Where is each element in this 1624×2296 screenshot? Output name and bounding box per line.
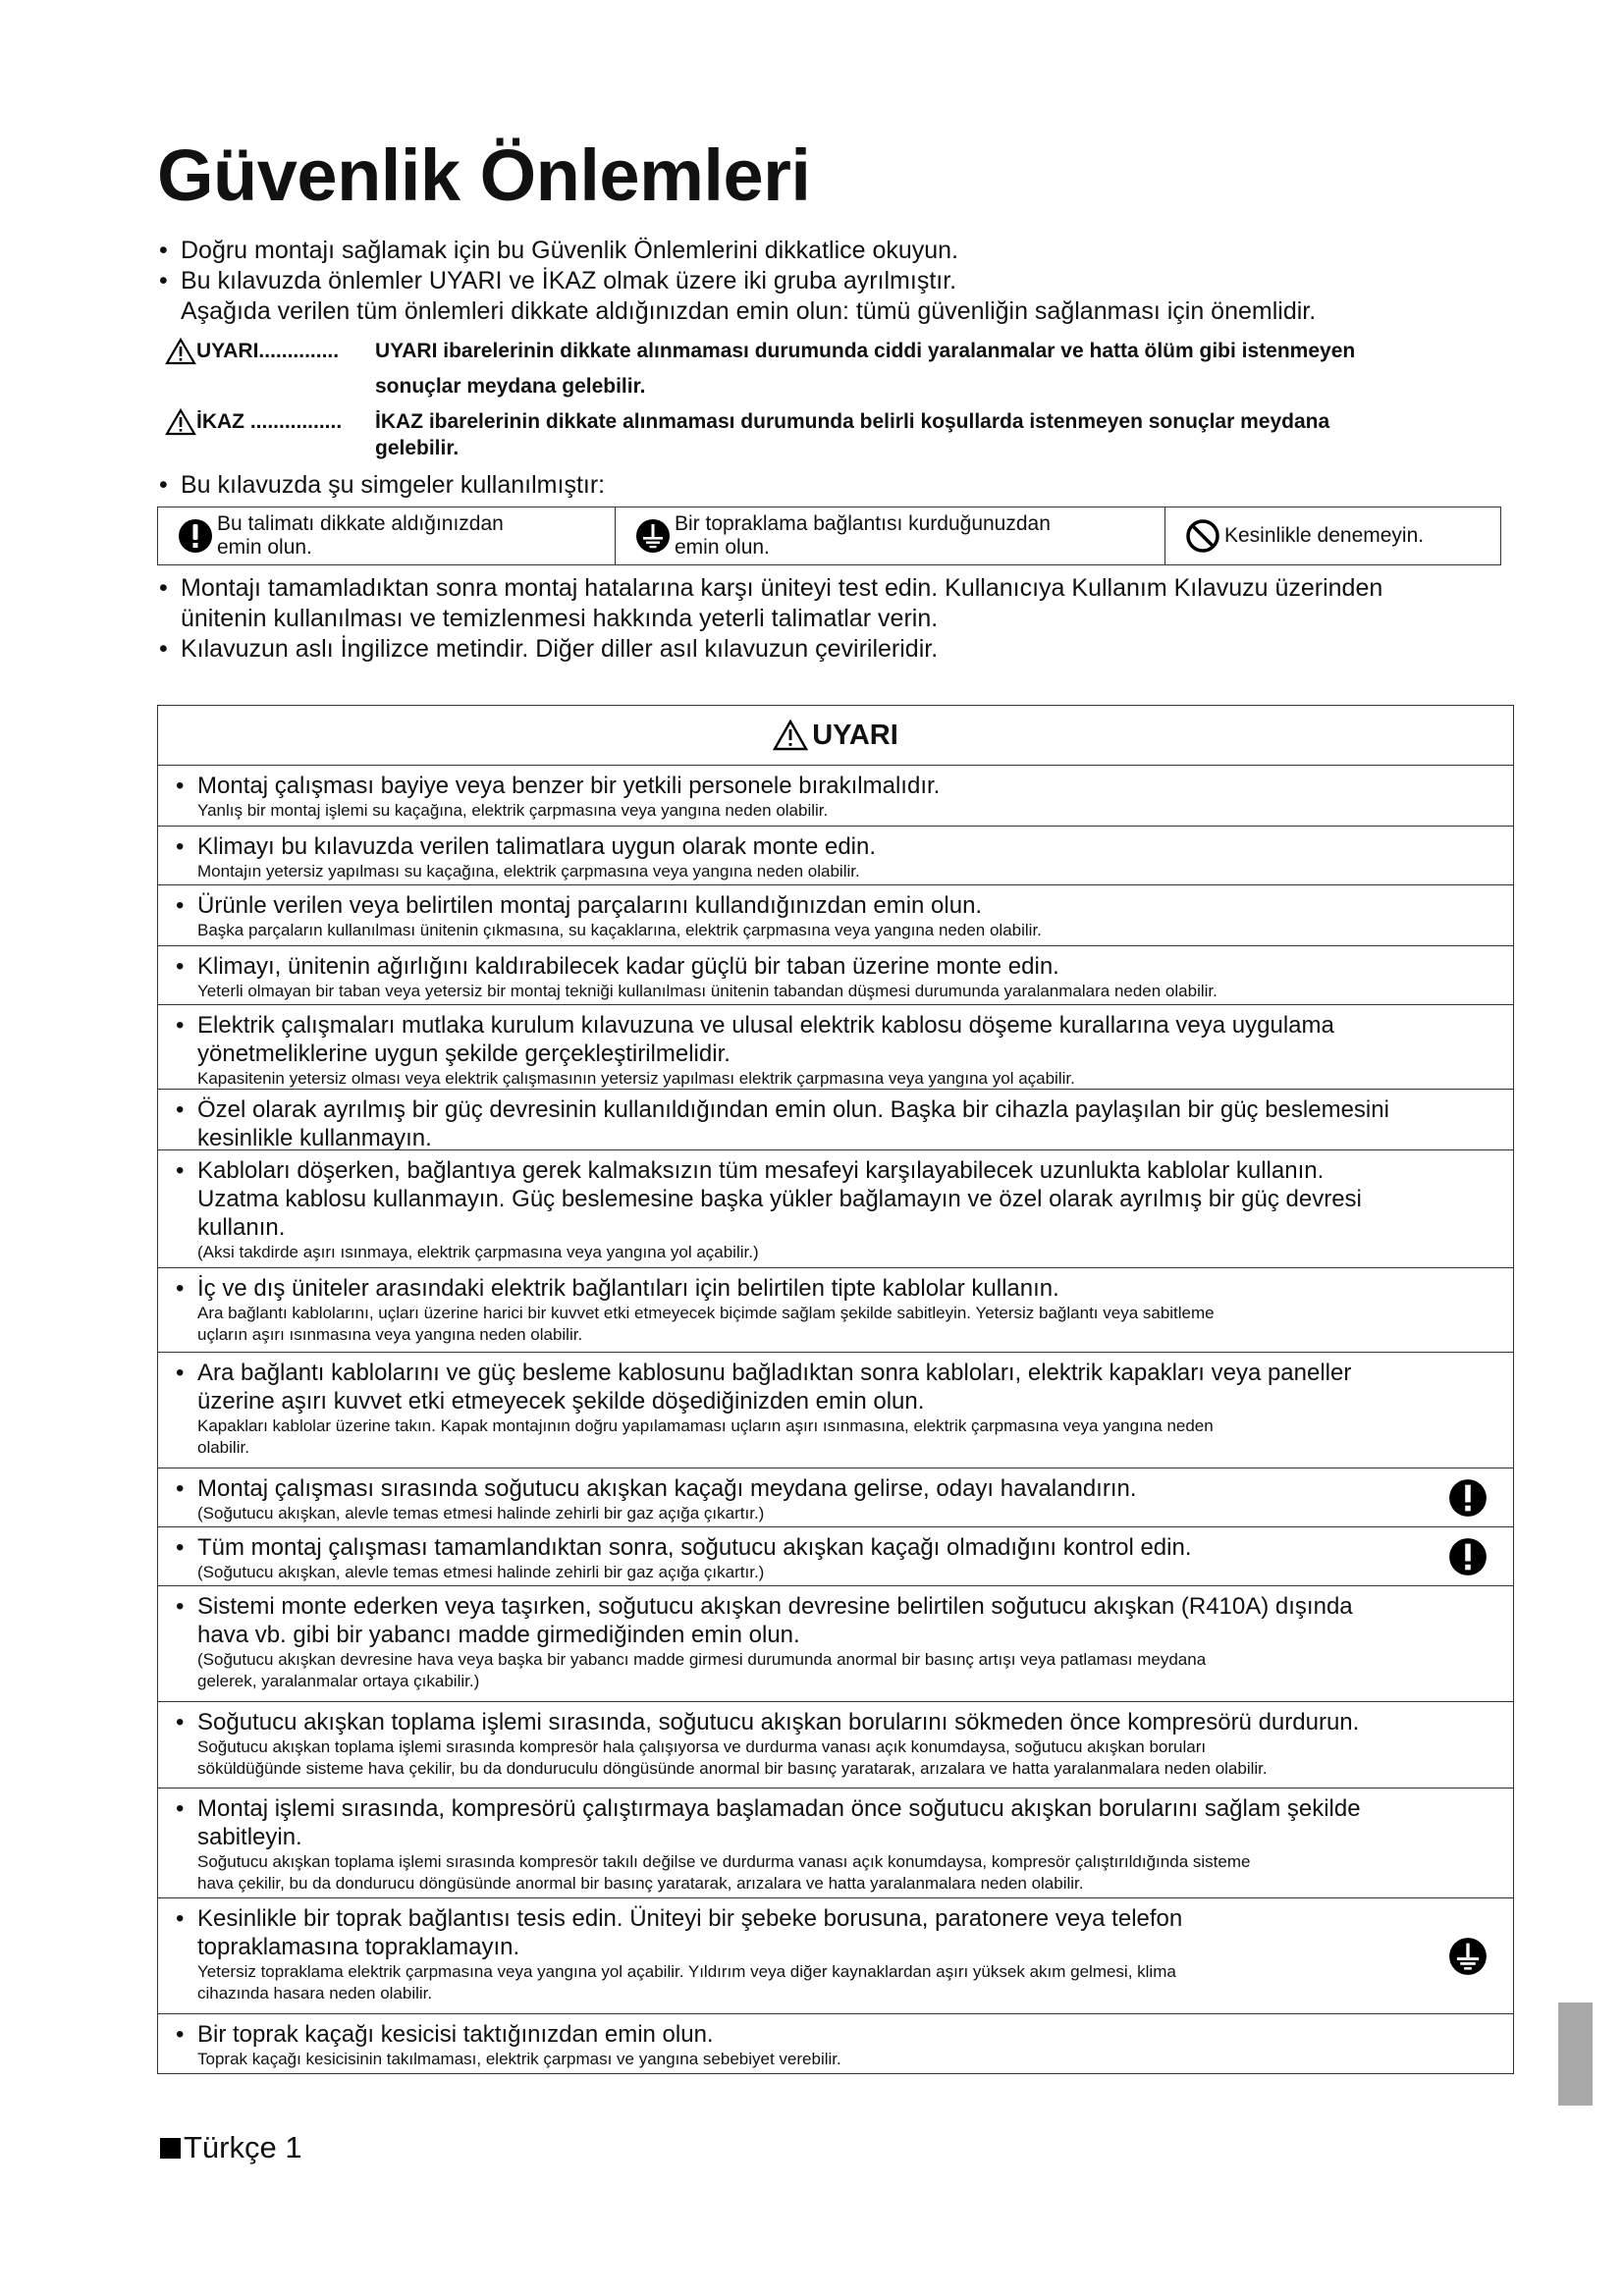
warning-row-main — [176, 1904, 1444, 1961]
warning-row-main — [176, 1592, 1444, 1649]
warning-row-detail: Toprak kaçağı kesicisinin takılmaması, elektrik çarpması ve yangına sebebiyet verebilir. — [197, 2050, 841, 2068]
page-tab-marker — [1558, 2002, 1593, 2106]
warning-row-main-line: • Ara bağlantı kablolarını ve güç besleme kablosunu bağladıktan sonra kabloları, elektrik kapakları veya paneller — [197, 1360, 1352, 1386]
warning-row-main-line: • Kabloları döşerken, bağlantıya gerek kalmaksızın tüm mesafeyi karşılayabilecek uzunlukta kablolar kullanın. — [197, 1157, 1325, 1184]
warning-row-main-line: • İç ve dış üniteler arasındaki elektrik bağlantıları için belirtilen tipte kablolar kullanın. — [197, 1275, 1059, 1302]
warning-row — [158, 766, 1513, 827]
warning-row-main — [176, 1533, 1444, 1562]
warning-row-main — [176, 1359, 1444, 1415]
warning-table-heading — [158, 706, 1513, 766]
warning-table — [157, 705, 1514, 2074]
warning-row — [158, 1090, 1513, 1150]
intro-bullet: • Bu kılavuzda önlemler UYARI ve İKAZ olmak üzere iki gruba ayrılmıştır. — [157, 266, 1522, 296]
warning-text-line: UYARI ibarelerinin dikkate alınmaması durumunda ciddi yaralanmalar ve hatta ölüm gibi istenmeyen — [375, 340, 1356, 362]
intro-bullet: • Kılavuzun aslı İngilizce metindir. Diğer diller asıl kılavuzun çevirileridir. — [157, 634, 1522, 665]
warning-row-detail: cihazında hasara neden olabilir. — [197, 1984, 433, 2002]
warning-row-main-line: • Klimayı, ünitenin ağırlığını kaldırabilecek kadar güçlü bir taban üzerine monte edin. — [197, 953, 1059, 980]
warning-row-main-line: • Ürünle verilen veya belirtilen montaj parçalarını kullandığınızdan emin olun. — [197, 892, 983, 919]
warning-row-main — [176, 2020, 1444, 2049]
warning-row-main-line: sabitleyin. — [197, 1824, 302, 1850]
warning-row-detail: Montajın yetersiz yapılması su kaçağına, elektrik çarpmasına veya yangına neden olabilir. — [197, 862, 860, 881]
warning-row-detail: olabilir. — [197, 1438, 249, 1457]
warning-row-main-line: kesinlikle kullanmayın. — [197, 1125, 432, 1151]
caution-legend — [157, 407, 1522, 460]
caution-text-line: gelebilir. — [375, 437, 460, 459]
symbol-cell — [158, 507, 616, 564]
symbols-table — [157, 507, 1501, 565]
page-footer — [160, 2130, 302, 2165]
warning-row — [158, 2014, 1513, 2073]
warning-row — [158, 1898, 1513, 2014]
symbol-text: emin olun. — [217, 536, 312, 559]
warning-row-main — [176, 1011, 1444, 1068]
warning-row — [158, 1789, 1513, 1898]
warning-row-detail: (Soğutucu akışkan, alevle temas etmesi halinde zehirli bir gaz açığa çıkartır.) — [197, 1563, 765, 1581]
warning-row — [158, 1527, 1513, 1586]
warning-row-main-line: yönetmeliklerine uygun şekilde gerçekleştirilmelidir. — [197, 1041, 731, 1067]
ground-icon — [1448, 1937, 1488, 1976]
footer-square-icon — [160, 2138, 181, 2159]
warning-row-detail: söküldüğünde sisteme hava çekilir, bu da donduruculu döngüsünde anormal bir basınç yaratarak, arızalara ve hatta yaralanmalara neden olabilir. — [197, 1759, 1268, 1778]
warning-row-detail: Soğutucu akışkan toplama işlemi sırasında kompresör takılı değilse ve durdurma vanası açık konumdaysa, kompresör çalıştırıldığında sisteme — [197, 1852, 1251, 1871]
warning-triangle-icon — [773, 720, 808, 751]
footer-label: Türkçe 1 — [184, 2130, 302, 2164]
warning-row-main — [176, 832, 1444, 861]
symbol-text: Bu talimatı dikkate aldığınızdan — [217, 512, 504, 535]
warning-row-main-line: Uzatma kablosu kullanmayın. Güç beslemesine başka yükler bağlamayın ve özel olarak ayrılmış bir güç devresi — [197, 1186, 1362, 1212]
symbols-intro: • Bu kılavuzda şu simgeler kullanılmıştır: — [157, 470, 1522, 501]
warning-legend — [157, 337, 1522, 401]
warning-row-main-line: • Montaj çalışması bayiye veya benzer bir yetkili personele bırakılmalıdır. — [197, 773, 941, 799]
intro-bullet: • Montajı tamamladıktan sonra montaj hatalarına karşı üniteyi test edin. Kullanıcıya Kullanım Kılavuzu üzerinden — [157, 573, 1522, 604]
warning-text-line: sonuçlar meydana gelebilir. — [375, 375, 646, 398]
caution-label: İKAZ ................ — [196, 410, 343, 433]
warning-row-main-line: • Bir toprak kaçağı kesicisi taktığınızdan emin olun. — [197, 2021, 714, 2048]
warning-row-main-line: • Montaj işlemi sırasında, kompresörü çalıştırmaya başlamadan önce soğutucu akışkan borularını sağlam şekilde — [197, 1795, 1361, 1822]
warning-row-detail: Yanlış bir montaj işlemi su kaçağına, elektrik çarpmasına veya yangına neden olabilir. — [197, 801, 829, 820]
warning-row-main-line: üzerine aşırı kuvvet etki etmeyecek şekilde döşediğinizden emin olun. — [197, 1388, 925, 1415]
warning-row-main-line: • Özel olarak ayrılmış bir güç devresinin kullanıldığından emin olun. Başka bir cihazla paylaşılan bir güç beslemesini — [197, 1096, 1389, 1123]
symbol-cell — [1165, 507, 1500, 564]
warning-row-main-line: kullanın. — [197, 1214, 286, 1241]
warning-row-main — [176, 1474, 1444, 1503]
warning-row-detail: Yetersiz topraklama elektrik çarpmasına veya yangına yol açabilir. Yıldırım veya diğer kaynaklardan aşırı yüksek akım gelmesi, klima — [197, 1962, 1176, 1981]
page-title: Güvenlik Önlemleri — [157, 134, 811, 216]
warning-row — [158, 946, 1513, 1005]
warning-row-main-line: • Soğutucu akışkan toplama işlemi sırasında, soğutucu akışkan borularını sökmeden önce kompresörü durdurun. — [197, 1709, 1360, 1735]
exclamation-icon — [178, 518, 213, 554]
warning-row-detail: (Soğutucu akışkan, alevle temas etmesi halinde zehirli bir gaz açığa çıkartır.) — [197, 1504, 765, 1522]
intro-continuation: Aşağıda verilen tüm önlemleri dikkate aldığınızdan emin olun: tümü güvenliğin sağlanması için önemlidir. — [181, 297, 1317, 325]
warning-row-main — [176, 952, 1444, 981]
warning-row-main — [176, 1274, 1444, 1303]
warning-row — [158, 1268, 1513, 1353]
warning-row-detail: Kapasitenin yetersiz olması veya elektrik çalışmasının yetersiz yapılması elektrik çarpmasına veya yangına yol açabilir. — [197, 1069, 1075, 1088]
warning-row-detail: Başka parçaların kullanılması ünitenin çıkmasına, su kaçaklarına, elektrik çarpmasına veya yangına neden olabilir. — [197, 921, 1042, 939]
symbol-text: Bir topraklama bağlantısı kurduğunuzdan — [675, 512, 1051, 535]
warning-row-main — [176, 1708, 1444, 1736]
warning-row-detail: Ara bağlantı kablolarını, uçları üzerine harici bir kuvvet etki etmeyecek biçimde sağlam şekilde sabitleyin. Yetersiz bağlantı veya sabitleme — [197, 1304, 1215, 1322]
warning-row — [158, 885, 1513, 946]
warning-row-detail: uçların aşırı ısınmasına veya yangına neden olabilir. — [197, 1325, 583, 1344]
warning-row-main-line: • Montaj çalışması sırasında soğutucu akışkan kaçağı meydana gelirse, odayı havalandırın. — [197, 1475, 1137, 1502]
warning-row — [158, 1353, 1513, 1468]
warning-row — [158, 827, 1513, 885]
symbol-cell — [616, 507, 1165, 564]
symbol-text: emin olun. — [675, 536, 770, 559]
warning-label: UYARI.............. — [196, 340, 340, 362]
warning-row — [158, 1702, 1513, 1789]
exclamation-icon — [1448, 1537, 1488, 1576]
warning-row-main — [176, 1794, 1444, 1851]
warning-row — [158, 1468, 1513, 1527]
intro-section — [157, 236, 1522, 665]
intro-continuation: ünitenin kullanılması ve temizlenmesi hakkında yeterli talimatlar verin. — [181, 605, 939, 632]
warning-row-main — [176, 772, 1444, 800]
caution-text-line: İKAZ ibarelerinin dikkate alınmaması durumunda belirli koşullarda istenmeyen sonuçlar meydana — [375, 410, 1330, 433]
warning-table-title: UYARI — [812, 719, 898, 751]
warning-row-main-line: topraklamasına topraklamayın. — [197, 1934, 520, 1960]
warning-row-detail: Yeterli olmayan bir taban veya yetersiz bir montaj tekniği kullanılması ünitenin tabandan düşmesi durumunda yaralanmalara neden olabilir. — [197, 982, 1218, 1000]
intro-bullet: • Doğru montajı sağlamak için bu Güvenlik Önlemlerini dikkatlice okuyun. — [157, 236, 1522, 266]
warning-triangle-icon — [165, 338, 196, 365]
warning-row-detail: hava çekilir, bu da dondurucu döngüsünde anormal bir basınç yaratarak, arızalara ve hatta yaralanmalara neden olabilir. — [197, 1874, 1084, 1893]
warning-row-detail: (Aksi takdirde aşırı ısınmaya, elektrik çarpmasına veya yangına yol açabilir.) — [197, 1243, 759, 1261]
warning-row-detail: Kapakları kablolar üzerine takın. Kapak montajının doğru yapılamaması uçların aşırı ısınmasına, elektrik çarpmasına veya yangına neden — [197, 1416, 1214, 1435]
warning-row-main — [176, 1095, 1444, 1152]
warning-row-detail: gelerek, yaralanmalar ortaya çıkabilir.) — [197, 1672, 480, 1690]
warning-row-detail: Soğutucu akışkan toplama işlemi sırasında kompresör hala çalışıyorsa ve durdurma vanası açık konumdaysa, soğutucu akışkan boruları — [197, 1737, 1207, 1756]
warning-row-main-line: • Kesinlikle bir toprak bağlantısı tesis edin. Üniteyi bir şebeke borusuna, paratonere veya telefon — [197, 1905, 1183, 1932]
warning-row — [158, 1586, 1513, 1702]
warning-row-main-line: • Tüm montaj çalışması tamamlandıktan sonra, soğutucu akışkan kaçağı olmadığını kontrol edin. — [197, 1534, 1192, 1561]
warning-row-main — [176, 1156, 1444, 1242]
warning-row-main-line: • Sistemi monte ederken veya taşırken, soğutucu akışkan devresine belirtilen soğutucu akışkan (R410A) dışında — [197, 1593, 1353, 1620]
warning-row-main — [176, 891, 1444, 920]
warning-row-detail: (Soğutucu akışkan devresine hava veya başka bir yabancı madde girmesi durumunda anormal bir basınç artışı veya patlaması meydana — [197, 1650, 1207, 1669]
warning-row — [158, 1005, 1513, 1090]
warning-row-main-line: • Klimayı bu kılavuzda verilen talimatlara uygun olarak monte edin. — [197, 833, 877, 860]
warning-row-main-line: hava vb. gibi bir yabancı madde girmediğinden emin olun. — [197, 1622, 800, 1648]
ground-icon — [635, 518, 671, 554]
exclamation-icon — [1448, 1478, 1488, 1518]
caution-triangle-icon — [165, 408, 196, 436]
warning-row-main-line: • Elektrik çalışmaları mutlaka kurulum kılavuzuna ve ulusal elektrik kablosu döşeme kurallarına veya uygulama — [197, 1012, 1334, 1039]
warning-row — [158, 1150, 1513, 1268]
prohibited-icon — [1185, 518, 1220, 554]
symbol-text: Kesinlikle denemeyin. — [1224, 524, 1425, 547]
